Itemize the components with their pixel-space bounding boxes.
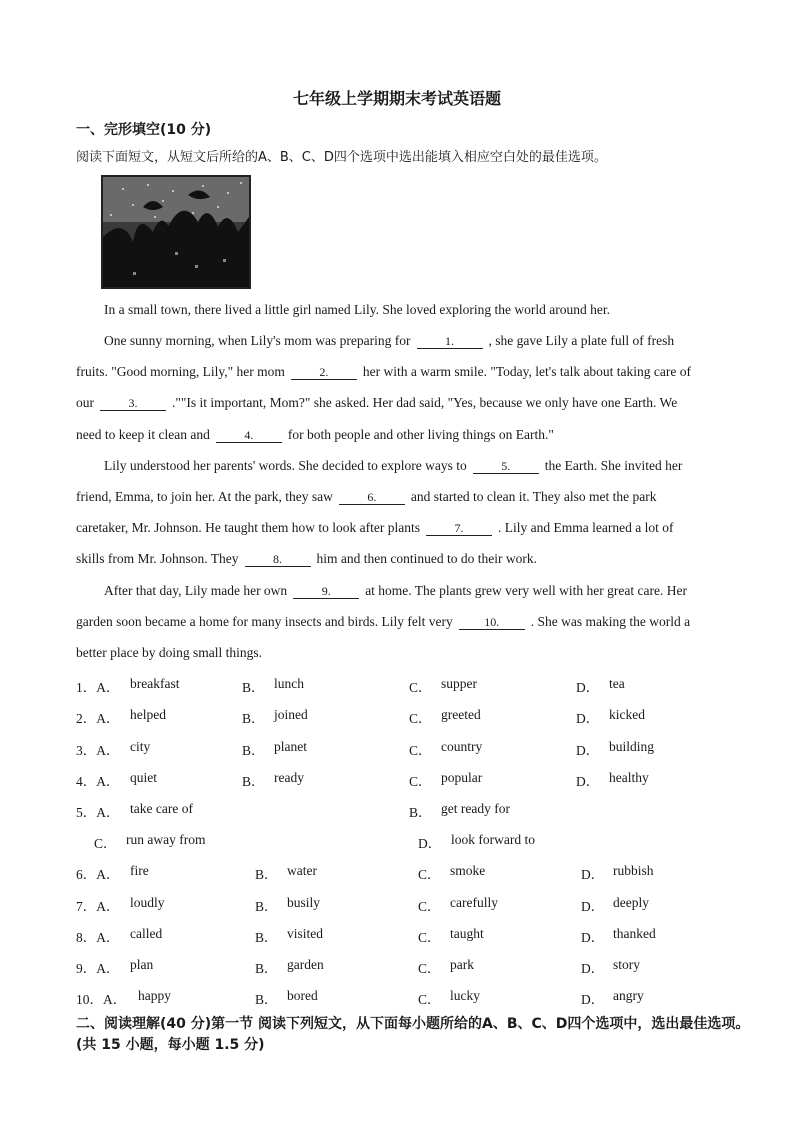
option-a[interactable]: called	[130, 926, 163, 941]
option-d-label: D．	[576, 774, 600, 789]
plant-silhouette-image	[103, 177, 249, 287]
passage-line: better place by doing small things.	[76, 645, 262, 660]
question-number: 4．A．	[76, 774, 120, 789]
passage-line	[104, 583, 687, 599]
option-a[interactable]: quiet	[130, 770, 157, 785]
passage-line	[76, 395, 677, 411]
option-d-label: D．	[576, 743, 600, 758]
option-d[interactable]: angry	[613, 988, 644, 1003]
passage-line	[76, 551, 537, 567]
option-b-label: B．	[255, 899, 278, 914]
passage-text: One sunny morning, when Lily's mom was preparing for	[104, 333, 411, 348]
option-b-label: B．	[242, 680, 265, 695]
question-number: 8．A．	[76, 930, 120, 945]
passage-text: , she gave Lily a plate full of fresh	[488, 333, 675, 348]
section-heading-cloze: 一、完形填空(10 分)	[76, 122, 212, 138]
option-a[interactable]: take care of	[130, 801, 193, 816]
option-c[interactable]: greeted	[441, 707, 481, 722]
option-a[interactable]: helped	[130, 707, 166, 722]
option-c[interactable]: taught	[450, 926, 484, 941]
option-c-label: C．	[418, 930, 441, 945]
option-a[interactable]: plan	[130, 957, 154, 972]
option-c[interactable]: carefully	[450, 895, 498, 910]
blank-6[interactable]: 6.	[339, 490, 405, 505]
blank-9[interactable]: 9.	[293, 584, 359, 599]
option-d-label: D．	[581, 992, 605, 1007]
passage-line	[76, 520, 673, 536]
passage-text: friend, Emma, to join her. At the park, they saw	[76, 489, 333, 504]
question-number: 10．A．	[76, 992, 127, 1007]
option-b[interactable]: planet	[274, 739, 307, 754]
passage-line	[76, 489, 657, 505]
option-c[interactable]: supper	[441, 676, 477, 691]
passage-line	[76, 427, 554, 443]
passage-text: her with a warm smile. "Today, let's talk about taking care of	[362, 364, 692, 379]
option-c[interactable]: smoke	[450, 863, 486, 878]
option-d[interactable]: thanked	[613, 926, 656, 941]
passage-line: In a small town, there lived a little girl named Lily. She loved exploring the world around her.	[104, 302, 610, 317]
option-c-label: C．	[418, 961, 441, 976]
passage-text: garden soon became a home for many insects and birds. Lily felt very	[76, 614, 453, 629]
option-a[interactable]: breakfast	[130, 676, 180, 691]
option-c[interactable]: run away from	[126, 832, 206, 847]
passage-text: and started to clean it. They also met the park	[410, 489, 657, 504]
option-d-label: D．	[576, 711, 600, 726]
passage-text: need to keep it clean and	[76, 427, 210, 442]
option-d-label: D．	[576, 680, 600, 695]
option-b[interactable]: garden	[287, 957, 324, 972]
section-heading-reading: 二、阅读理解(40 分)第一节 阅读下列短文，从下面每小题所给的A、B、C、D四个选项中，选出最佳选项。(共 15 小题，每小题 1.5 分)	[76, 1016, 750, 1053]
option-a[interactable]: fire	[130, 863, 149, 878]
option-b[interactable]: visited	[287, 926, 323, 941]
option-b[interactable]: ready	[274, 770, 304, 785]
question-number: 5．A．	[76, 805, 120, 820]
blank-8[interactable]: 8.	[245, 552, 311, 567]
passage-text: . Lily and Emma learned a lot of	[498, 520, 674, 535]
passage-line	[76, 364, 691, 380]
passage-text: caretaker, Mr. Johnson. He taught them how to look after plants	[76, 520, 420, 535]
passage-text: for both people and other living things on Earth."	[287, 427, 554, 442]
option-b-label: B．	[255, 930, 278, 945]
option-c[interactable]: popular	[441, 770, 483, 785]
option-a[interactable]: loudly	[130, 895, 165, 910]
section-instruction: 阅读下面短文，从短文后所给的A、B、C、D四个选项中选出能填入相应空白处的最佳选项。	[76, 150, 607, 165]
question-number: 1．A．	[76, 680, 120, 695]
passage-line	[104, 333, 674, 349]
option-c-label: C．	[94, 836, 117, 851]
question-number: 6．A．	[76, 867, 120, 882]
passage-text: fruits. "Good morning, Lily," her mom	[76, 364, 285, 379]
passage-text: at home. The plants grew very well with her great care. Her	[365, 583, 687, 598]
option-b-label: B．	[255, 992, 278, 1007]
passage-text: After that day, Lily made her own	[104, 583, 288, 598]
option-c-label: C．	[418, 867, 441, 882]
passage-text: skills from Mr. Johnson. They	[76, 551, 239, 566]
option-b-label: B．	[255, 961, 278, 976]
passage-text: our	[76, 395, 94, 410]
option-c-label: C．	[409, 743, 432, 758]
option-d[interactable]: kicked	[609, 707, 645, 722]
option-c-label: C．	[409, 711, 432, 726]
option-c[interactable]: park	[450, 957, 474, 972]
option-b[interactable]: joined	[274, 707, 308, 722]
option-b[interactable]: get ready for	[441, 801, 510, 816]
passage-text: Lily understood her parents' words. She decided to explore ways to	[104, 458, 467, 473]
passage-text: the Earth. She invited her	[544, 458, 683, 473]
option-a[interactable]: happy	[138, 988, 171, 1003]
blank-7[interactable]: 7.	[426, 521, 492, 536]
option-d[interactable]: deeply	[613, 895, 649, 910]
question-number: 7．A．	[76, 899, 120, 914]
option-b-label: B．	[255, 867, 278, 882]
option-d[interactable]: building	[609, 739, 655, 754]
option-c-label: C．	[409, 774, 432, 789]
blank-4[interactable]: 4.	[216, 428, 282, 443]
blank-5[interactable]: 5.	[473, 459, 539, 474]
option-d-label: D．	[581, 867, 605, 882]
option-b-label: B．	[409, 805, 432, 820]
page-title: 七年级上学期期末考试英语题	[292, 89, 501, 108]
option-d[interactable]: look forward to	[451, 832, 535, 847]
option-d[interactable]: story	[613, 957, 640, 972]
illustration-image	[101, 175, 251, 289]
blank-1[interactable]: 1.	[417, 334, 483, 349]
option-b[interactable]: water	[287, 863, 317, 878]
blank-3[interactable]: 3.	[100, 396, 166, 411]
option-b[interactable]: busily	[287, 895, 321, 910]
option-c[interactable]: country	[441, 739, 483, 754]
option-d-label: D．	[418, 836, 442, 851]
option-d[interactable]: healthy	[609, 770, 649, 785]
option-d-label: D．	[581, 961, 605, 976]
option-b[interactable]: lunch	[274, 676, 304, 691]
option-d[interactable]: tea	[609, 676, 625, 691]
passage-text: .""Is it important, Mom?" she asked. Her dad said, "Yes, because we only have one Earth. We	[172, 395, 678, 410]
question-number: 3．A．	[76, 743, 120, 758]
option-c[interactable]: lucky	[450, 988, 480, 1003]
option-c-label: C．	[409, 680, 432, 695]
blank-10[interactable]: 10.	[459, 615, 525, 630]
option-d[interactable]: rubbish	[613, 863, 654, 878]
option-c-label: C．	[418, 899, 441, 914]
passage-text: . She was making the world a	[530, 614, 691, 629]
passage-line	[104, 458, 682, 474]
option-d-label: D．	[581, 930, 605, 945]
passage-text: him and then continued to do their work.	[316, 551, 537, 566]
question-number: 2．A．	[76, 711, 120, 726]
option-b-label: B．	[242, 743, 265, 758]
option-a[interactable]: city	[130, 739, 151, 754]
option-b-label: B．	[242, 774, 265, 789]
option-b[interactable]: bored	[287, 988, 318, 1003]
option-c-label: C．	[418, 992, 441, 1007]
question-number: 9．A．	[76, 961, 120, 976]
blank-2[interactable]: 2.	[291, 365, 357, 380]
option-d-label: D．	[581, 899, 605, 914]
passage-line	[76, 614, 690, 630]
option-b-label: B．	[242, 711, 265, 726]
